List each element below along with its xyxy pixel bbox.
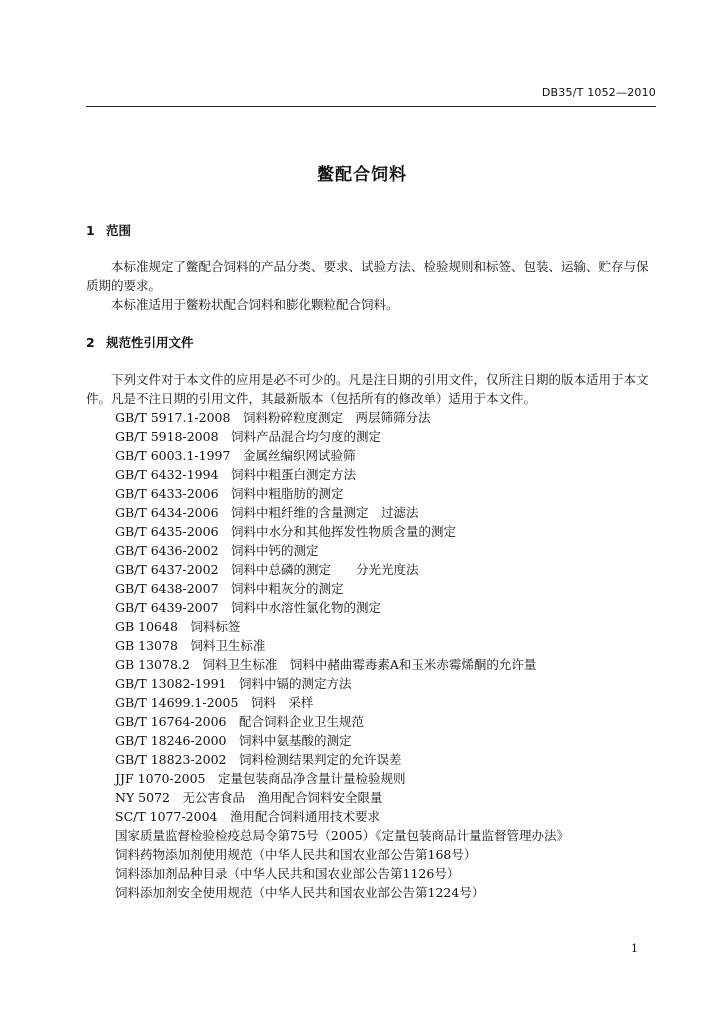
section-heading-scope bbox=[86, 221, 131, 239]
standard-code: DB35/T 1052—2010 bbox=[541, 86, 656, 99]
paragraph: 本标准适用于鳖粉状配合饲料和膨化颗粒配合饲料。 bbox=[111, 297, 399, 312]
paragraph: 本标准规定了鳖配合饲料的产品分类、要求、试验方法、检验规则和标签、包装、运输、贮存与保质期的要求。 bbox=[86, 259, 649, 293]
reference-item: GB/T 16764-2006 配合饲料企业卫生规范 bbox=[115, 714, 364, 729]
reference-item: GB/T 13082-1991 饲料中镉的测定方法 bbox=[115, 676, 352, 691]
header-rule bbox=[86, 106, 656, 107]
reference-item: GB/T 14699.1-2005 饲料 采样 bbox=[115, 695, 314, 710]
paragraph: 下列文件对于本文件的应用是必不可少的。凡是注日期的引用文件，仅所注日期的版本适用于本文件。凡是不注日期的引用文件，其最新版本（包括所有的修改单）适用于本文件。 bbox=[86, 372, 649, 406]
reference-item: GB/T 6433-2006 饲料中粗脂肪的测定 bbox=[115, 486, 344, 501]
reference-item: GB/T 5918-2008 饲料产品混合均匀度的测定 bbox=[115, 429, 382, 444]
reference-item: 饲料添加剂安全使用规范（中华人民共和国农业部公告第1224号） bbox=[115, 885, 485, 900]
reference-item: NY 5072 无公害食品 渔用配合饲料安全限量 bbox=[115, 790, 383, 805]
reference-item: GB/T 6437-2002 饲料中总磷的测定 分光光度法 bbox=[115, 562, 419, 577]
reference-item: GB/T 6003.1-1997 金属丝编织网试验筛 bbox=[115, 448, 356, 463]
reference-item: 国家质量监督检验检疫总局令第75号（2005）《定量包装商品计量监督管理办法》 bbox=[115, 828, 569, 843]
page-number: 1 bbox=[631, 942, 638, 955]
reference-item: GB/T 18823-2002 饲料检测结果判定的允许误差 bbox=[115, 752, 402, 767]
reference-item: GB 10648 饲料标签 bbox=[115, 619, 241, 634]
section-number: 2 bbox=[86, 335, 95, 350]
reference-item: GB/T 6435-2006 饲料中水分和其他挥发性物质含量的测定 bbox=[115, 524, 457, 539]
reference-list bbox=[115, 408, 675, 902]
reference-item: GB/T 6438-2007 饲料中粗灰分的测定 bbox=[115, 581, 344, 596]
section-number: 1 bbox=[86, 223, 95, 238]
reference-item: GB/T 6434-2006 饲料中粗纤维的含量测定 过滤法 bbox=[115, 505, 419, 520]
reference-item: JJF 1070-2005 定量包装商品净含量计量检验规则 bbox=[115, 771, 406, 786]
reference-item: SC/T 1077-2004 渔用配合饲料通用技术要求 bbox=[115, 809, 380, 824]
reference-item: GB/T 5917.1-2008 饲料粉碎粒度测定 两层筛筛分法 bbox=[115, 410, 431, 425]
reference-item: GB/T 6439-2007 饲料中水溶性氯化物的测定 bbox=[115, 600, 382, 615]
reference-item: GB/T 6432-1994 饲料中粗蛋白测定方法 bbox=[115, 467, 357, 482]
section-title: 范围 bbox=[106, 223, 132, 238]
section-body-scope bbox=[86, 257, 658, 314]
section-title: 规范性引用文件 bbox=[106, 335, 194, 350]
reference-item: 饲料添加剂品种目录（中华人民共和国农业部公告第1126号） bbox=[115, 866, 460, 881]
reference-item: GB/T 18246-2000 饲料中氨基酸的测定 bbox=[115, 733, 352, 748]
reference-item: GB 13078 饲料卫生标准 bbox=[115, 638, 266, 653]
document-title: 鳖配合饲料 bbox=[317, 165, 407, 185]
section-heading-normative-references bbox=[86, 333, 194, 351]
reference-item: GB 13078.2 饲料卫生标准 饲料中赭曲霉毒素A和玉米赤霉烯酮的允许量 bbox=[115, 657, 537, 672]
reference-item: 饲料药物添加剂使用规范（中华人民共和国农业部公告第168号） bbox=[115, 847, 477, 862]
section-body-normative-references bbox=[86, 370, 658, 408]
reference-item: GB/T 6436-2002 饲料中钙的测定 bbox=[115, 543, 319, 558]
